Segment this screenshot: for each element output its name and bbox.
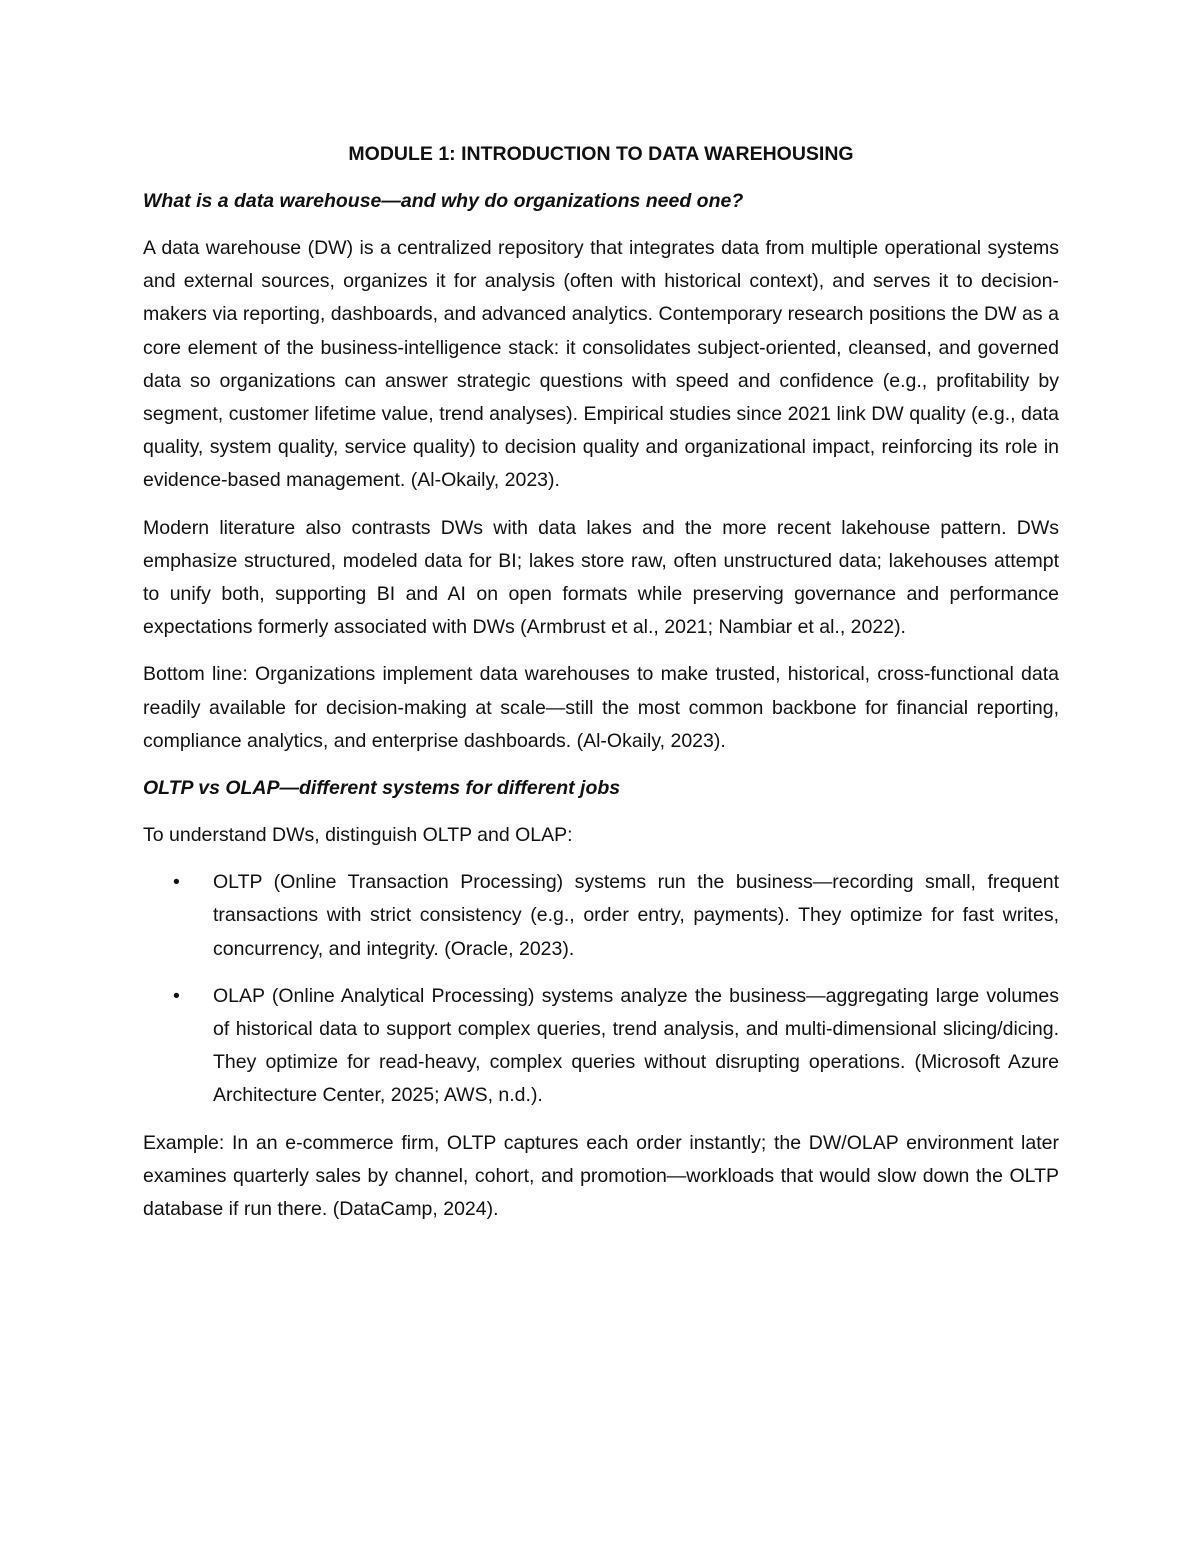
bullet-list	[143, 866, 1059, 1112]
page-title: MODULE 1: INTRODUCTION TO DATA WAREHOUSING	[348, 143, 854, 165]
bullet-text-oltp: OLTP (Online Transaction Processing) systems run the business—recording small, frequent transactions with strict consistency (e.g., order entry, payments). They optimize for fast writes, concurrency, and integrity. (Oracle, 2023).	[213, 871, 1059, 960]
paragraph-dw-vs-lakes: Modern literature also contrasts DWs with data lakes and the more recent lakehouse pattern. DWs emphasize structured, modeled data for BI; lakes store raw, often unstructured data; lakehouses attempt to unify both, supporting BI and AI on open formats while preserving governance and performance expectations formerly associated with DWs (Armbrust et al., 2021; Nambiar et al., 2022).	[143, 516, 1059, 639]
section-heading-oltp-olap: OLTP vs OLAP—different systems for different jobs	[143, 777, 621, 800]
bullet-item-olap	[143, 980, 1059, 1113]
paragraph-bottom-line: Bottom line: Organizations implement data warehouses to make trusted, historical, cross-functional data readily available for decision-making at scale—still the most common backbone for financial reporting, compliance analytics, and enterprise dashboards. (Al-Okaily, 2023).	[143, 663, 1059, 752]
paragraph-example: Example: In an e-commerce firm, OLTP captures each order instantly; the DW/OLAP environment later examines quarterly sales by channel, cohort, and promotion—workloads that would slow down the OLTP database if run there. (DataCamp, 2024).	[143, 1131, 1059, 1221]
bullet-icon: •	[173, 871, 180, 894]
bullet-text-olap: OLAP (Online Analytical Processing) systems analyze the business—aggregating large volumes of historical data to support complex queries, trend analysis, and multi-dimensional slicing/dicing. They optimize for read-heavy, complex queries without disrupting operations. (Microsoft Azure Architecture Center, 2025; AWS, n.d.).	[213, 984, 1059, 1107]
paragraph-distinguish: To understand DWs, distinguish OLTP and OLAP:	[143, 824, 573, 847]
paragraph-dw-definition: A data warehouse (DW) is a centralized repository that integrates data from multiple operational systems and external sources, organizes it for analysis (often with historical context), and serves it to decision-makers via reporting, dashboards, and advanced analytics. Contemporary research positions the DW as a core element of the business-intelligence stack: it consolidates subject-oriented, cleansed, and governed data so organizations can answer strategic questions with speed and confidence (e.g., profitability by segment, customer lifetime value, trend analyses). Empirical studies since 2021 link DW quality (e.g., data quality, system quality, service quality) to decision quality and organizational impact, reinforcing its role in evidence-based management. (Al-Okaily, 2023).	[143, 237, 1059, 492]
section-heading-data-warehouse: What is a data warehouse—and why do organizations need one?	[143, 190, 744, 212]
document-page	[143, 138, 1059, 1240]
bullet-icon: •	[173, 984, 180, 1007]
bullet-item-oltp	[143, 866, 1059, 966]
